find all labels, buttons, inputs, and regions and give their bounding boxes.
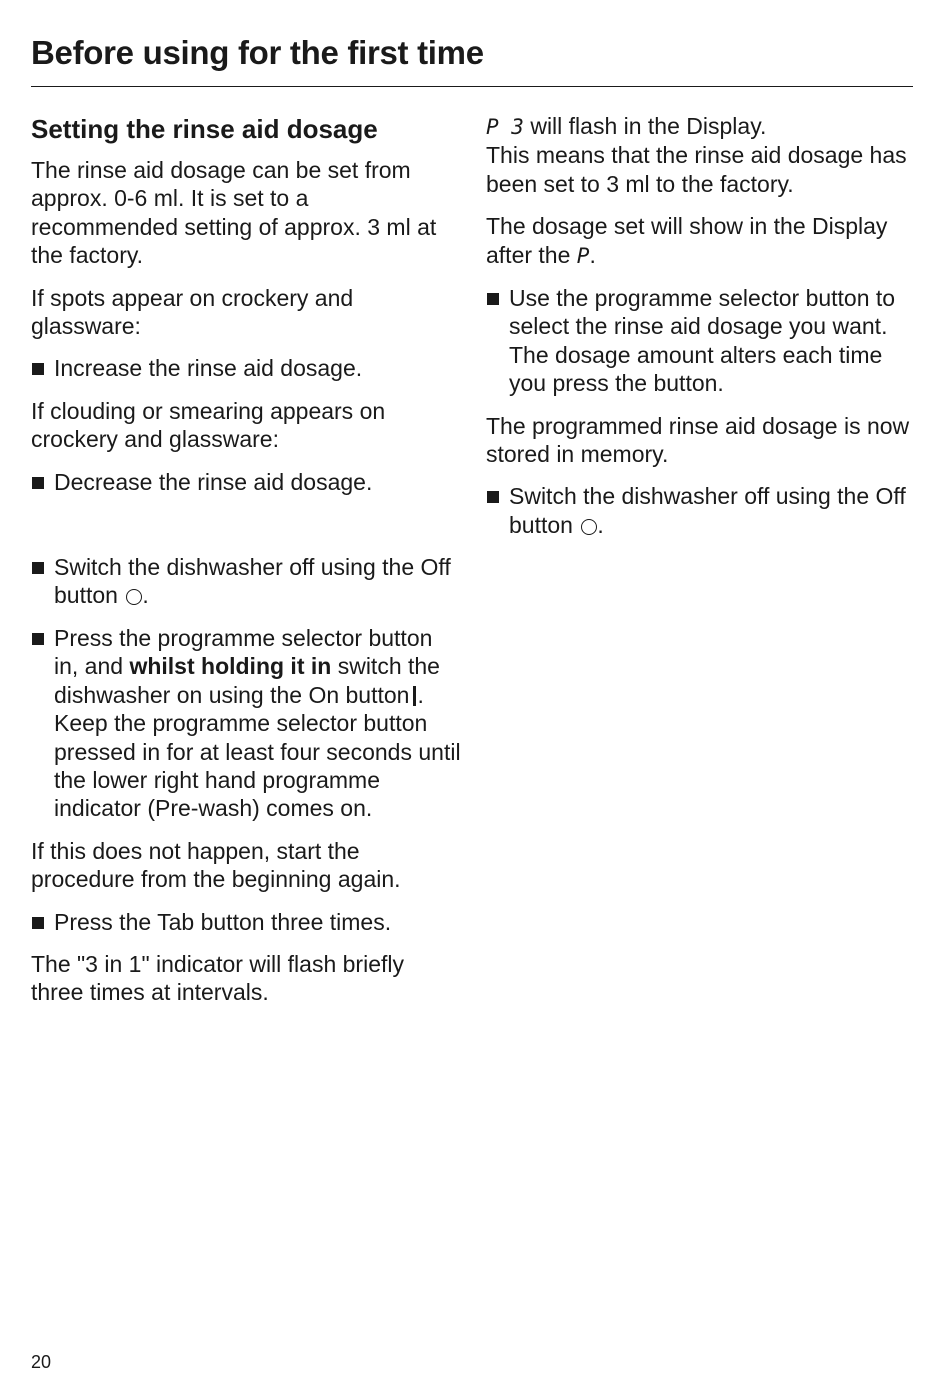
paragraph-text: will flash in the Display. [523, 113, 767, 139]
display-paragraph [486, 112, 918, 198]
list-item-text: Switch the dishwasher off using the Off button [54, 554, 451, 609]
stored-paragraph: The programmed rinse aid dosage is now stored in memory. [486, 412, 910, 468]
list-item [31, 468, 461, 496]
intro-paragraph: The rinse aid dosage can be set from approx. 0-6 ml. It is set to a recommended setting of approx. 3 ml at the factory. [31, 157, 437, 269]
display-readout: P 3 [486, 115, 524, 139]
right-column [486, 112, 918, 553]
retry-paragraph: If this does not happen, start the procedure from the beginning again. [31, 837, 401, 893]
list-item-text: switch the dishwasher on using the On button [54, 653, 440, 708]
emphasis-text: whilst holding it in [129, 653, 332, 680]
square-bullet-icon [32, 917, 44, 929]
list-item-text: The dosage amount alters each time you press the button. [509, 341, 883, 397]
display-readout: P [576, 243, 590, 268]
list-item [486, 284, 918, 398]
paragraph-text: The dosage set will show in the Display after the [486, 213, 888, 268]
square-bullet-icon [32, 633, 44, 645]
circle-off-icon [126, 589, 142, 605]
square-bullet-icon [487, 491, 499, 503]
circle-off-icon [581, 519, 597, 535]
square-bullet-icon [487, 293, 499, 305]
page-title: Before using for the first time [31, 34, 484, 71]
paragraph-text: This means that the rinse aid dosage has been set to 3 ml to the factory. [486, 142, 907, 197]
list-item-text: Switch the dishwasher off using the Off button [509, 483, 906, 538]
list-item-text: Increase the rinse aid dosage. [54, 355, 363, 382]
list-item: Switch the dishwasher off using the Off button . [31, 553, 461, 610]
indicator-paragraph: The "3 in 1" indicator will flash briefly three times at intervals. [31, 950, 404, 1006]
list-item [31, 908, 461, 936]
square-bullet-icon [32, 477, 44, 489]
page-number: 20 [31, 1352, 52, 1372]
bar-on-icon [413, 686, 416, 706]
dosage-display-paragraph: The dosage set will show in the Display after the P. [486, 213, 888, 268]
square-bullet-icon [32, 363, 44, 375]
clouding-paragraph: If clouding or smearing appears on crockery and glassware: [31, 397, 386, 453]
list-item-text: Use the programme selector button to select the rinse aid dosage you want. [509, 285, 896, 340]
left-column [31, 112, 461, 1021]
section-heading: Setting the rinse aid dosage [31, 114, 378, 144]
list-item: Switch the dishwasher off using the Off button . [486, 482, 918, 539]
list-item-text: Press the programme selector button in, and [54, 624, 433, 680]
square-bullet-icon [32, 562, 44, 574]
list-item-text: Keep the programme selector button pressed in for at least four seconds until the lower right hand programme indicator (Pre-wash) comes on. [54, 710, 461, 822]
list-item [31, 354, 461, 382]
list-item-text: Press the Tab button three times. [54, 908, 392, 935]
list-item: Press the programme selector button in, and whilst holding it in switch the dishwasher on using the On button . Keep the programme selector button pressed in for at least four seconds until the lower right hand programme indicator (Pre-wash) comes on. [31, 624, 461, 823]
list-item-text: Decrease the rinse aid dosage. [54, 468, 373, 495]
spots-paragraph: If spots appear on crockery and glassware: [31, 284, 354, 340]
title-divider [31, 86, 913, 87]
